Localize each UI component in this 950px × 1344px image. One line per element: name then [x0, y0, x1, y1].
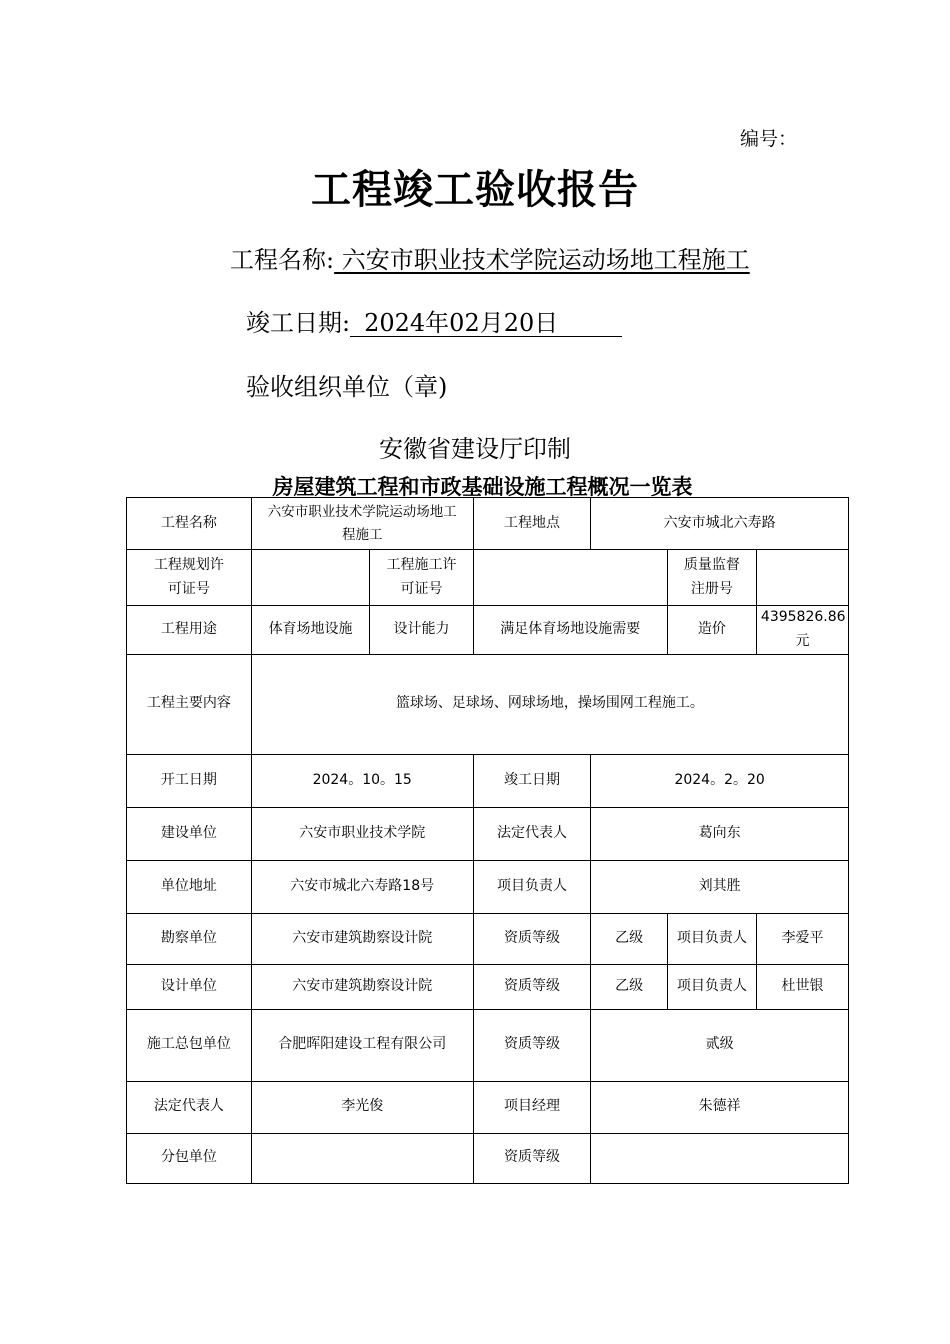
location-label: 工程地点: [473, 498, 591, 550]
owner-rep-label: 法定代表人: [473, 807, 591, 860]
purpose-label: 工程用途: [127, 606, 252, 655]
survey-grade-value: 乙级: [591, 913, 668, 964]
capacity-value: 满足体育场地设施需要: [473, 606, 667, 655]
table-row: [127, 606, 849, 655]
owner-pm-value: 刘其胜: [591, 860, 849, 913]
owner-pm-label: 项目负责人: [473, 860, 591, 913]
construction-permit-value: [473, 550, 667, 606]
table-row: [127, 1133, 849, 1183]
survey-pm-value: 李爱平: [756, 913, 848, 964]
table-row: [127, 860, 849, 913]
contractor-rep-label: 法定代表人: [127, 1081, 252, 1133]
construction-permit-label: 工程施工许可证号: [370, 550, 473, 606]
contractor-pm-label: 项目经理: [473, 1081, 591, 1133]
survey-pm-label: 项目负责人: [667, 913, 756, 964]
design-grade-label: 资质等级: [473, 964, 591, 1009]
planning-permit-value: [251, 550, 370, 606]
table-row: [127, 550, 849, 606]
contractor-grade-label: 资质等级: [473, 1009, 591, 1081]
end-date-label: 竣工日期: [473, 754, 591, 807]
table-row: [127, 754, 849, 807]
completion-date-line: [246, 303, 622, 338]
content-label: 工程主要内容: [127, 654, 252, 754]
contractor-rep-value: 李光俊: [251, 1081, 473, 1133]
content-value: 篮球场、足球场、网球场地，操场围网工程施工。: [251, 654, 848, 754]
capacity-label: 设计能力: [370, 606, 473, 655]
project-name-cell-label: 工程名称: [127, 498, 252, 550]
project-name-cell-value: 六安市职业技术学院运动场地工程施工: [251, 498, 473, 550]
cost-value: 4395826.86元: [756, 606, 848, 655]
completion-date-label: 竣工日期:: [246, 309, 351, 337]
table-row: [127, 498, 849, 550]
sub-grade-label: 资质等级: [473, 1133, 591, 1183]
planning-permit-label: 工程规划许可证号: [127, 550, 252, 606]
contractor-label: 施工总包单位: [127, 1009, 252, 1081]
project-name-label: 工程名称:: [230, 246, 335, 274]
owner-value: 六安市职业技术学院: [251, 807, 473, 860]
cost-label: 造价: [667, 606, 756, 655]
owner-label: 建设单位: [127, 807, 252, 860]
design-label: 设计单位: [127, 964, 252, 1009]
survey-label: 勘察单位: [127, 913, 252, 964]
sub-value: [251, 1133, 473, 1183]
design-grade-value: 乙级: [591, 964, 668, 1009]
acceptance-org-label: 验收组织单位（章): [246, 373, 448, 401]
project-name-value: 六安市职业技术学院运动场地工程施工: [334, 246, 750, 274]
completion-date-value: 2024年02月20日: [350, 311, 622, 337]
design-pm-value: 杜世银: [756, 964, 848, 1009]
end-date-value: 2024。2。20: [591, 754, 849, 807]
sub-label: 分包单位: [127, 1133, 252, 1183]
purpose-value: 体育场地设施: [251, 606, 370, 655]
serial-number-label: 编号：: [740, 128, 798, 150]
address-label: 单位地址: [127, 860, 252, 913]
project-name-line: [230, 240, 750, 275]
survey-value: 六安市建筑勘察设计院: [251, 913, 473, 964]
quality-reg-value: [756, 550, 848, 606]
contractor-grade-value: 贰级: [591, 1009, 849, 1081]
address-value: 六安市城北六寿路18号: [251, 860, 473, 913]
owner-rep-value: 葛向东: [591, 807, 849, 860]
survey-grade-label: 资质等级: [473, 913, 591, 964]
table-row: [127, 964, 849, 1009]
design-pm-label: 项目负责人: [667, 964, 756, 1009]
quality-reg-label: 质量监督注册号: [667, 550, 756, 606]
printed-by: 安徽省建设厅印制: [379, 435, 571, 463]
contractor-value: 合肥晖阳建设工程有限公司: [251, 1009, 473, 1081]
table-row: [127, 1009, 849, 1081]
table-row: [127, 1081, 849, 1133]
start-date-label: 开工日期: [127, 754, 252, 807]
table-row: [127, 654, 849, 754]
report-title: 工程竣工验收报告: [311, 167, 639, 213]
sub-grade-value: [591, 1133, 849, 1183]
contractor-pm-value: 朱德祥: [591, 1081, 849, 1133]
table-title: 房屋建筑工程和市政基础设施工程概况一览表: [272, 475, 693, 499]
project-overview-table: [126, 497, 849, 1184]
design-value: 六安市建筑勘察设计院: [251, 964, 473, 1009]
location-value: 六安市城北六寿路: [591, 498, 849, 550]
table-row: [127, 807, 849, 860]
start-date-value: 2024。10。15: [251, 754, 473, 807]
table-row: [127, 913, 849, 964]
